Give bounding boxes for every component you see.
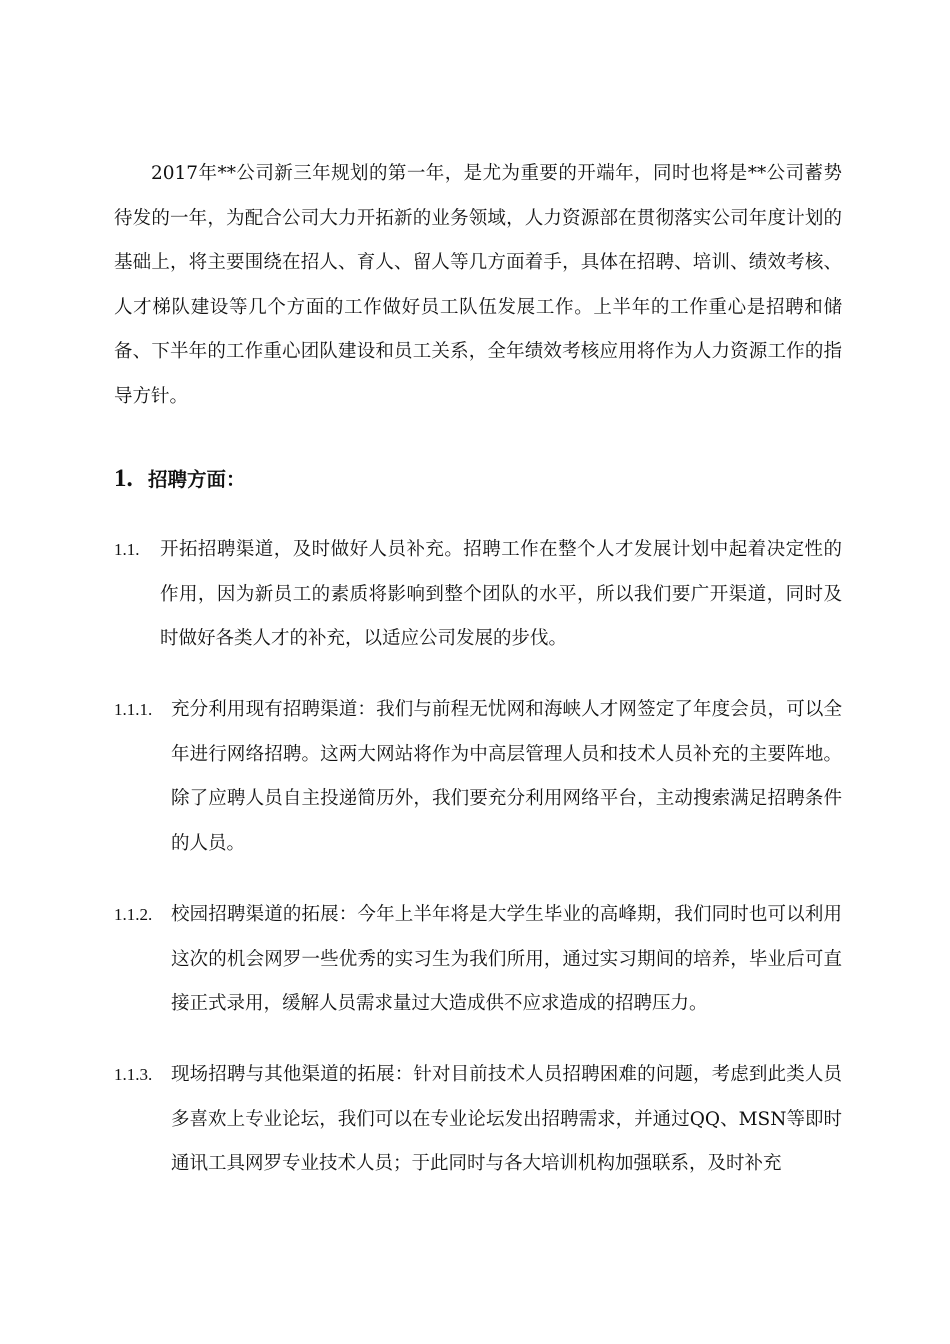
item-number: 1.1.3.	[114, 1065, 153, 1084]
section-title: 招聘方面：	[148, 468, 246, 491]
section-heading-recruitment	[114, 464, 246, 493]
item-text: 充分利用现有招聘渠道：我们与前程无忧网和海峡人才网签定了年度会员，可以全年进行网络招聘。这两大网站将作为中高层管理人员和技术人员补充的主要阵地。除了应聘人员自主投递简历外，我们要充分利用网络平台，主动搜索满足招聘条件的人员。	[171, 699, 842, 854]
list-item-1-1-1	[114, 688, 842, 866]
section-number: 1.	[114, 465, 133, 492]
item-text: 校园招聘渠道的拓展：今年上半年将是大学生毕业的高峰期，我们同时也可以利用这次的机会网罗一些优秀的实习生为我们所用，通过实习期间的培养，毕业后可直接正式录用，缓解人员需求量过大造成供不应求造成的招聘压力。	[171, 904, 842, 1014]
list-item-1-1-3	[114, 1053, 842, 1187]
item-number: 1.1.	[114, 540, 140, 559]
item-text: 现场招聘与其他渠道的拓展：针对目前技术人员招聘困难的问题，考虑到此类人员多喜欢上专业论坛，我们可以在专业论坛发出招聘需求，并通过QQ、MSN等即时通讯工具网罗专业技术人员；于此同时与各大培训机构加强联系，及时补充	[171, 1064, 842, 1174]
item-number: 1.1.1.	[114, 700, 153, 719]
list-item-1-1-2	[114, 893, 842, 1027]
list-item-1-1	[114, 528, 842, 662]
intro-paragraph: 2017年**公司新三年规划的第一年，是尤为重要的开端年，同时也将是**公司蓄势待发的一年，为配合公司大力开拓新的业务领域，人力资源部在贯彻落实公司年度计划的基础上，将主要围绕在招人、育人、留人等几方面着手，具体在招聘、培训、绩效考核、人才梯队建设等几个方面的工作做好员工队伍发展工作。上半年的工作重心是招聘和储备、下半年的工作重心团队建设和员工关系，全年绩效考核应用将作为人力资源工作的指导方针。	[114, 163, 842, 407]
item-number: 1.1.2.	[114, 905, 153, 924]
item-text: 开拓招聘渠道，及时做好人员补充。招聘工作在整个人才发展计划中起着决定性的作用，因为新员工的素质将影响到整个团队的水平，所以我们要广开渠道，同时及时做好各类人才的补充，以适应公司发展的步伐。	[160, 539, 842, 649]
